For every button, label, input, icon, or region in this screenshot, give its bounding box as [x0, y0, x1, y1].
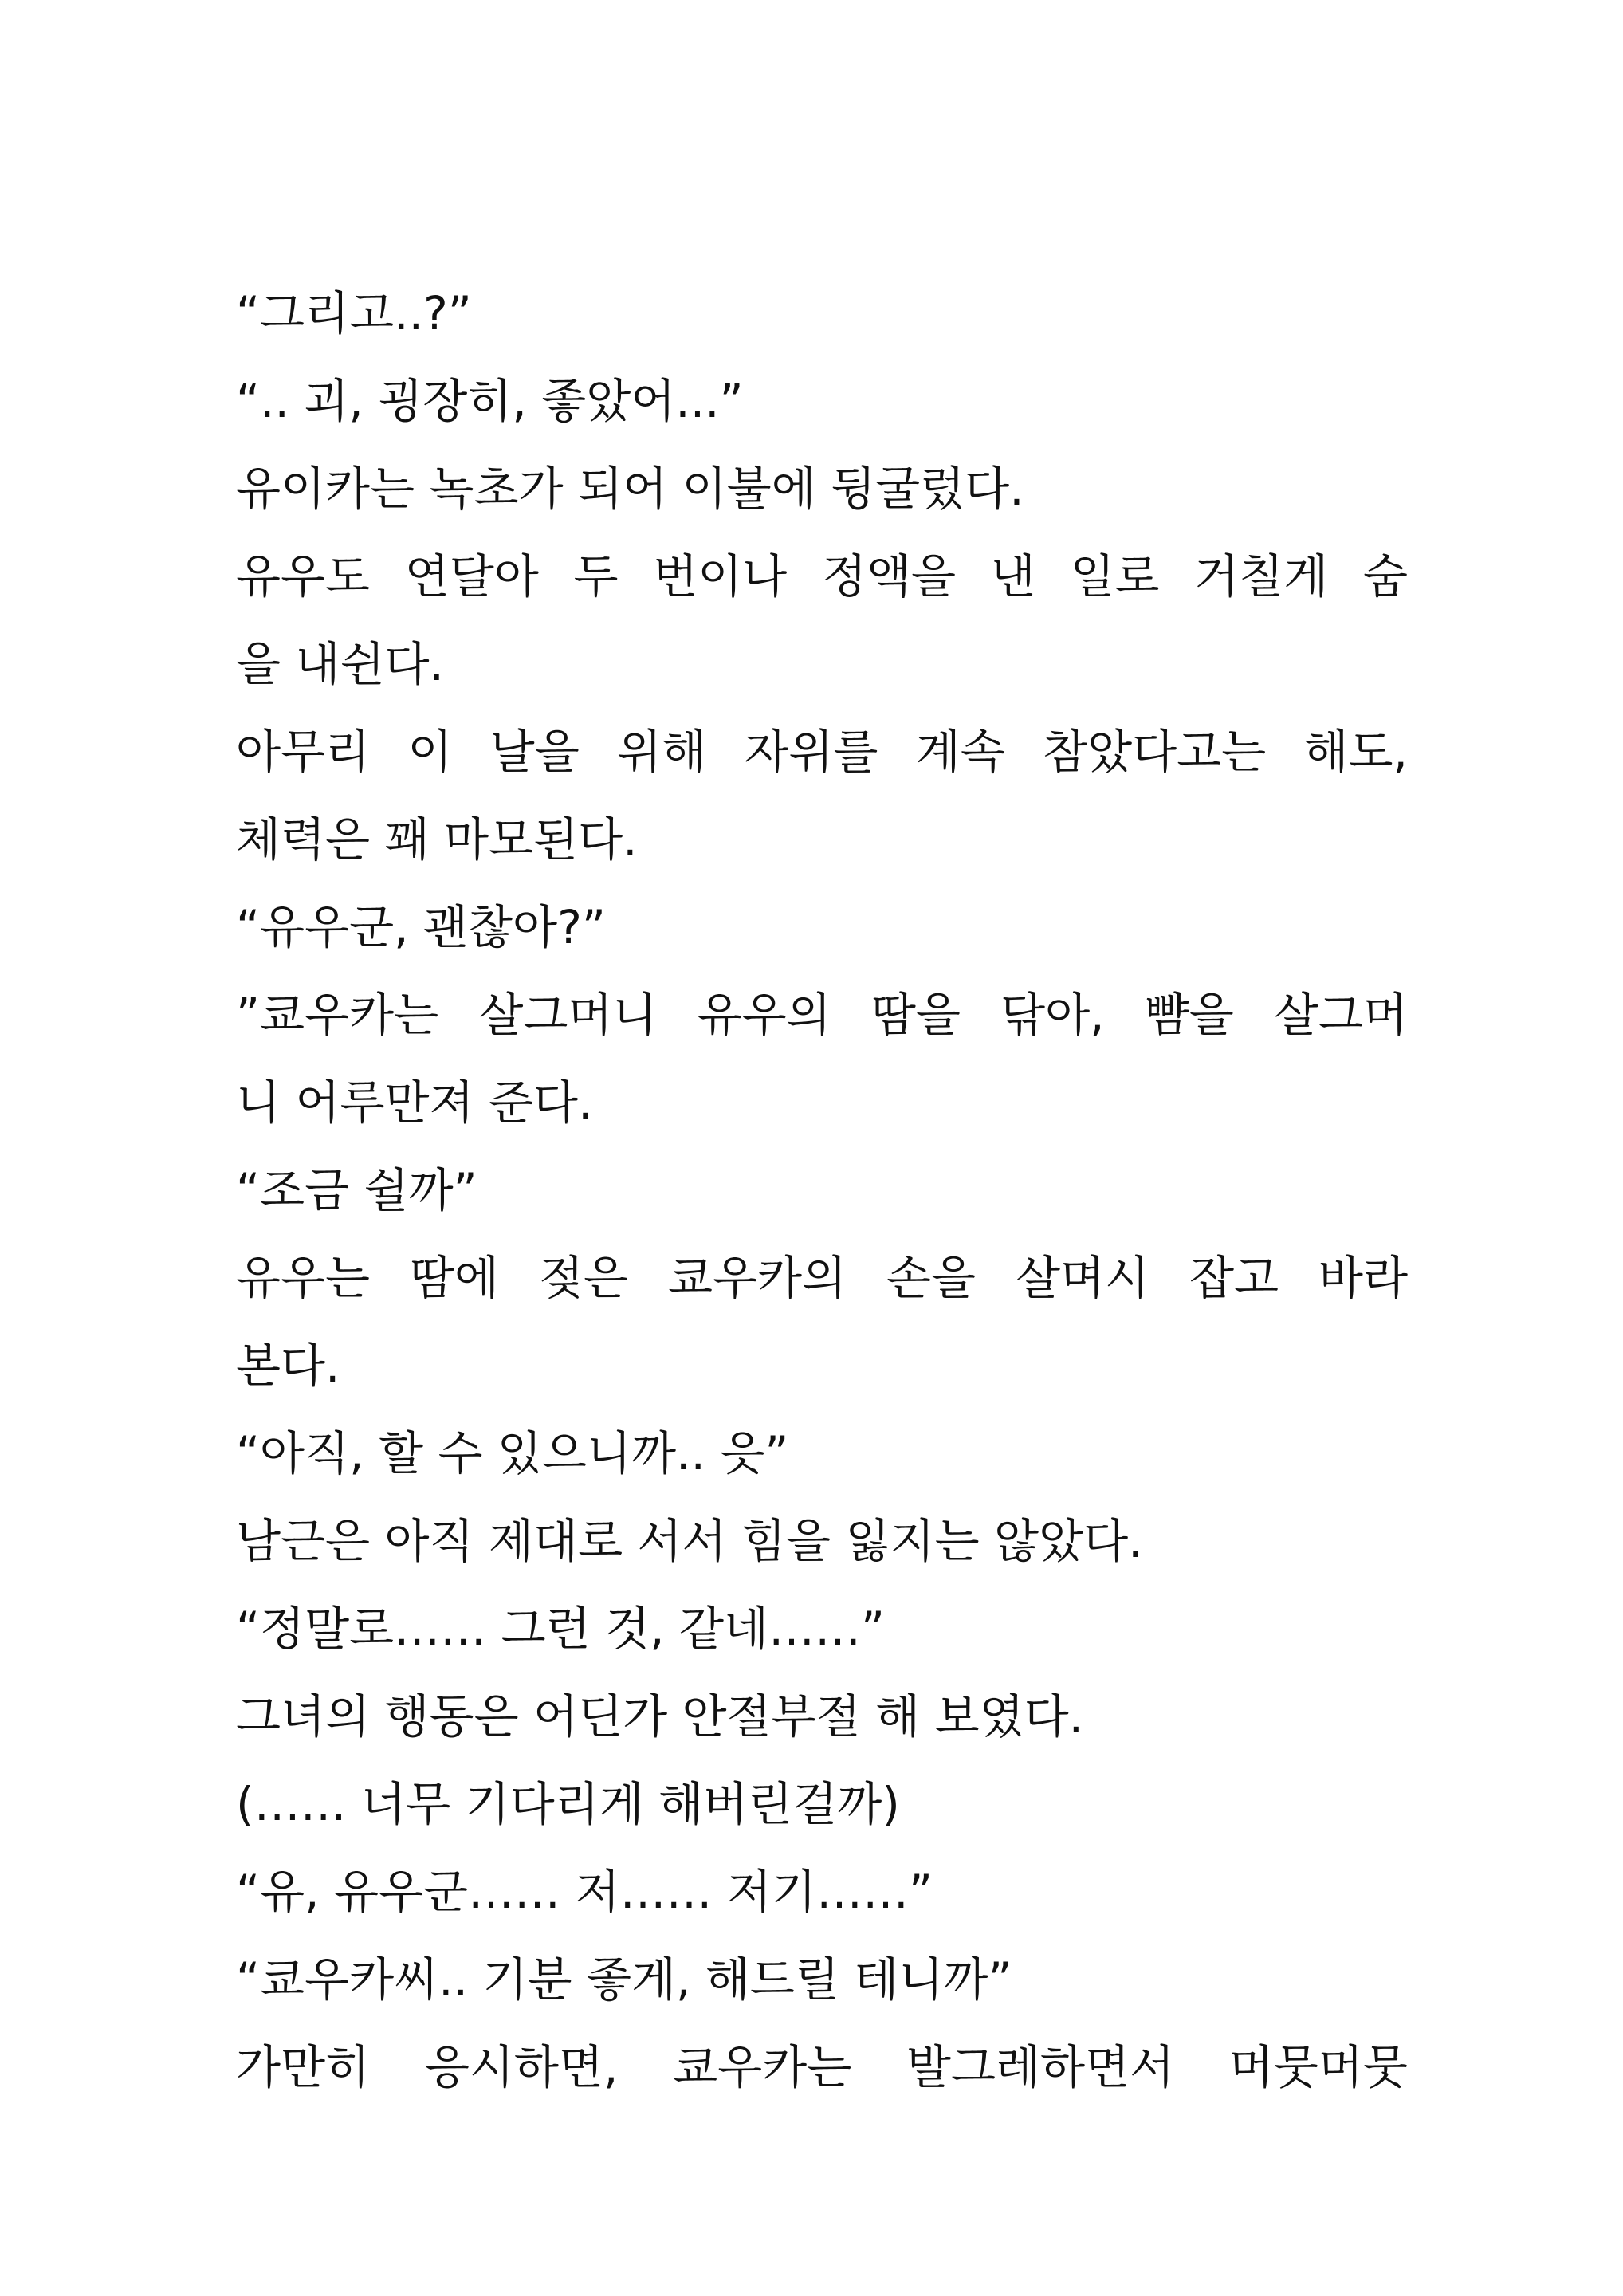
text-line-5: 을 내쉰다.	[236, 637, 444, 691]
text-line-20: “쿄우카씨.. 기분 좋게, 해드릴 테니까”	[236, 1952, 1012, 2007]
text-line-21: 가만히 응시하면, 쿄우카는 발그레하면서 머뭇머뭇	[236, 2040, 1408, 2094]
text-line-15: 남근은 아직 제대로 서서 힘을 잃지는 않았다.	[236, 1514, 1143, 1568]
text-line-10: 니 어루만져 준다.	[236, 1075, 593, 1130]
text-line-3: 유이카는 녹초가 되어 이불에 뒹굴렀다.	[236, 462, 1024, 516]
text-line-14: “아직, 할 수 있으니까.. 읏”	[236, 1426, 789, 1480]
text-line-2: “.. 괴, 굉장히, 좋았어...”	[236, 374, 744, 428]
text-line-8: “유우군, 괜찮아?”	[236, 900, 606, 954]
body-text	[236, 269, 1408, 2111]
text-line-1: “그리고..?”	[236, 286, 472, 340]
text-line-17: 그녀의 행동은 어딘가 안절부절 해 보였다.	[236, 1689, 1084, 1744]
text-line-16: “정말로…… 그런 것, 같네……”	[236, 1602, 886, 1656]
text-line-11: “조금 쉴까”	[236, 1163, 477, 1217]
text-line-19: “유, 유우군…… 저…… 저기……”	[236, 1865, 933, 1919]
text-line-9: ”쿄우카는 살그머니 유우의 땀을 닦아, 뺨을 살그머	[236, 988, 1408, 1042]
text-line-12: 유우는 땀에 젖은 쿄우카의 손을 살며시 잡고 바라	[236, 1251, 1408, 1305]
text-line-7: 체력은 꽤 마모된다.	[236, 812, 638, 867]
text-line-4: 유우도 연달아 두 번이나 정액을 낸 일로 거칠게 숨	[236, 549, 1408, 603]
text-line-18: (…… 너무 기다리게 해버린걸까)	[236, 1777, 900, 1831]
text-line-6: 아무리 이 날을 위해 자위를 계속 참았다고는 해도,	[236, 725, 1408, 779]
text-line-13: 본다.	[236, 1339, 340, 1393]
